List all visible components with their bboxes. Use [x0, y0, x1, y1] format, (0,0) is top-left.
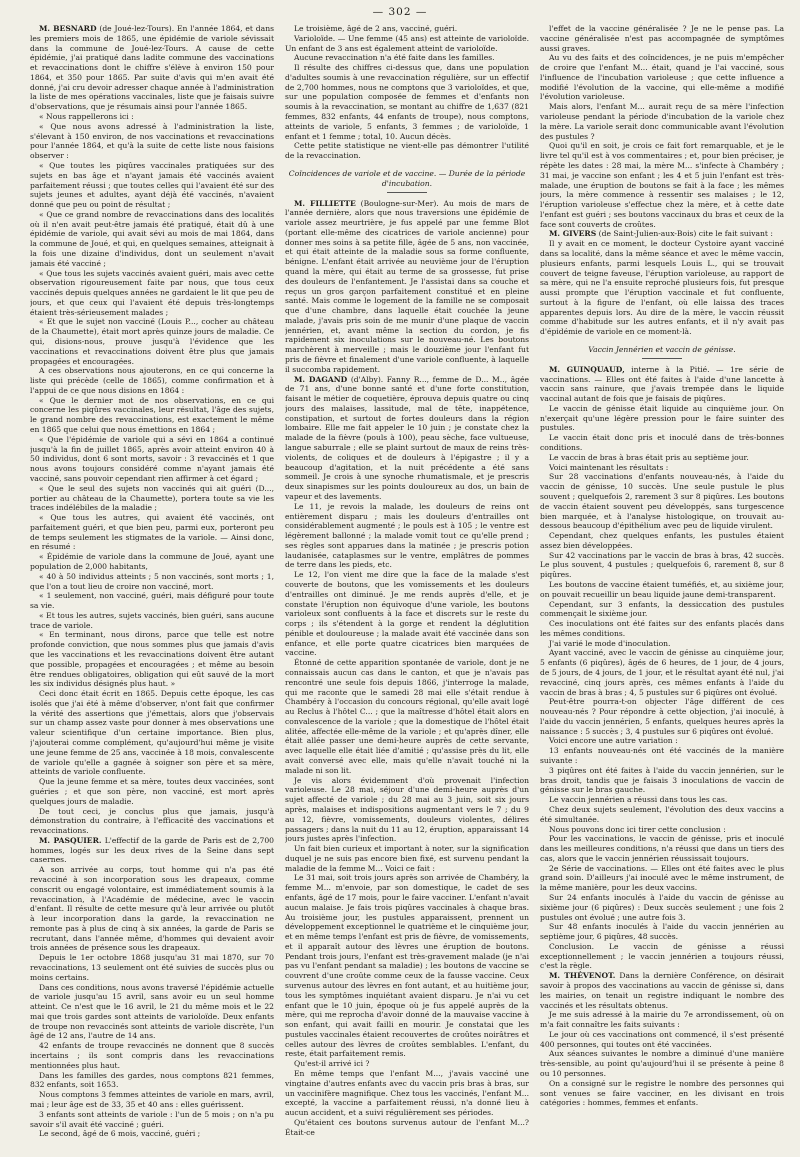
- paragraph-text: « Épidémie de variole dans la commune de Joué, ayant une population de 2,000 habitants,: [30, 552, 274, 571]
- paragraph-text: Le 11, je revois la malade, les douleurs de reins ont entièrement disparu ; mais les douleurs d'entrailles ont considérablement augmenté ; le pouls est à 105 ; le ventre est légèrement ballonné ; la malade vomit tout ce qu'elle prend ; ses règles sont apparues dans la matinée ; je prescris potion laudanisée, cataplasmes sur le ventre, emplâtres de pommes de terre dans les pieds, etc.: [285, 501, 529, 570]
- speaker-name: M. GIVERS: [549, 229, 597, 239]
- paragraph: [540, 141, 784, 229]
- paragraph-text: « Et que le sujet non vacciné (Louis P..., cocher au château de la Chaumette), était mort après quinze jours de maladie. Ce qui, disions-nous, prouve jusqu'à l'évidence que les vaccinations et revaccinations doivent être plus que jamais propagées et encouragées.: [30, 317, 274, 366]
- paragraph: [540, 239, 784, 337]
- paragraph: [285, 1069, 529, 1118]
- paragraph: [285, 63, 529, 141]
- paragraph: [540, 1030, 784, 1050]
- paragraph: [30, 865, 274, 953]
- paragraph: [30, 435, 274, 484]
- text-column-1: [30, 24, 274, 1149]
- paragraph: [285, 1118, 529, 1138]
- paragraph: [285, 1059, 529, 1069]
- paragraph-text: Étonné de cette apparition spontanée de variole, dont je ne connaissais aucun cas dans le canton, et que je n'avais pas rencontré une seule fois depuis 1866, j'interroge la malade, qui me raconte que le samedi 28 mai elle s'était rendue à Chambéry à l'occasion du concours régional, qu'elle avait logé au Reclus à l'hôtel C... ; que la maîtresse d'hôtel était alors en convalescence de la variole ; que la domestique de l'hôtel était alitée, affectée elle-même de la variole ; et qu'après dîner, elle était allée passer une demi-heure auprès de cette servante, avec laquelle elle était liée d'amitié ; qu'assise près du lit, elle avait conversé avec elle, mais qu'elle n'avait touché ni la malade ni son lit.: [285, 658, 529, 775]
- paragraph: [540, 453, 784, 463]
- paragraph-text: Un fait bien curieux et important à noter, sur la signification duquel je ne suis pas encore bien fixé, est survenu pendant la maladie de la femme M... Voici ce fait :: [285, 844, 529, 873]
- paragraph: [30, 807, 274, 836]
- paragraph-text: Dans ces conditions, nous avons traversé l'épidémie actuelle de variole jusqu'au 15 avril, sans avoir eu un seul homme atteint. Ce n'est que le 16 avril, le 21 du même mois et le 22 mai que trois gardes sont atteints de varioloïde. Deux enfants de troupe non revaccinés sont atteints de variole discrète, l'un âgé de 12 ans, l'autre de 14 ans.: [30, 982, 274, 1041]
- paragraph: [540, 531, 784, 551]
- paragraph-text: « Que nous avons adressé à l'administration la liste, s'élevant à 150 environ, de nos vaccinations et revaccinations pour l'année 1864, et qu'à la suite de cette liste nous faisions observer :: [30, 121, 274, 161]
- paragraph: [30, 983, 274, 1042]
- paragraph-text: Quoi qu'il en soit, je crois ce fait fort remarquable, et je le livre tel qu'il est à vos commentaires ; et, pour bien préciser, je répète les dates : 28 mai, la mère M... s'infecte à Chambéry ; 31 mai, je vaccine son enfant ; les 4 et 5 juin l'enfant est très-malade, une éruption de boutons se fait à la face ; les mêmes jours, la mère commence à ressentir ses malaises ; le 12, l'éruption varioleuse s'effectue chez la mère, et à cette date l'enfant est guéri ; ses boutons vaccinaux du bras et ceux de la face sont couverts de croûtes.: [540, 141, 784, 229]
- speaker-name: M. FILLIETTE: [294, 198, 356, 208]
- paragraph: [540, 971, 784, 1010]
- paragraph-text: Il y avait en ce moment, le docteur Cystoire ayant vacciné dans sa localité, dans la même séance et avec le même vaccin, plusieurs enfants, parmi lesquels Louis L., qui se trouvait couvert de teigne faveuse, l'éruption varioleuse, au rapport de sa mère, qui ne l'a ensuite reproché plusieurs fois, fut presque aussi prompte que l'éruption vaccinale et fut confluente, surtout à la figure de l'enfant, où elle laissa des traces apparentes depuis lors. Au dire de la mère, le vaccin réussit comme d'habitude sur les autres enfants, et il n'y avait pas d'épidémie de variole en ce moment-là.: [540, 239, 784, 337]
- paragraph: [285, 844, 529, 873]
- paragraph: [540, 648, 784, 697]
- paragraph-text: 3 enfants sont atteints de variole : l'un de 5 mois ; on n'a pu savoir s'il avait été vacciné ; guéri.: [30, 1109, 274, 1129]
- paragraph-text: Le vaccin était donc pris et inoculé dans de très-bonnes conditions.: [540, 433, 784, 453]
- page-number: — 302 —: [372, 6, 428, 18]
- paragraph-text: Le jour où ces vaccinations ont commencé, il s'est présenté 400 personnes, qui toutes ont été vaccinées.: [540, 1029, 784, 1049]
- paragraph-text: A ces observations nous ajouterons, en ce qui concerne la liste qui précède (celle de 1865), comme confirmation et à l'appui de ce que nous disions en 1864 :: [30, 366, 274, 395]
- paragraph-text: Que la jeune femme et sa mère, toutes deux vaccinées, sont guéries ; et que son père, non vacciné, est mort après quelques jours de maladie.: [30, 777, 274, 806]
- paragraph: [540, 433, 784, 453]
- paragraph: [540, 766, 784, 795]
- paragraph: [540, 404, 784, 433]
- paragraph: [285, 375, 529, 502]
- paragraph-text: Dans les familles des gardes, nous comptons 821 femmes, 832 enfants, soit 1653.: [30, 1070, 274, 1090]
- paragraph-text: Ayant vacciné, avec le vaccin de génisse au cinquième jour, 5 enfants (6 piqûres), âgés de 6 heures, de 1 jour, de 4 jours, de 5 jours, de 4 jours, de 1 jour, et le résultat ayant été nul, j'ai revacciné, cinq jours après, ces mêmes enfants à l'aide du vaccin de bras à bras ; 4, 5 pustules sur 6 piqûres ont évolué.: [540, 648, 784, 697]
- speaker-name: M. THÉVENOT.: [549, 971, 616, 981]
- paragraph: [540, 600, 784, 620]
- paragraph-text: « Que tous les sujets vaccinés avaient guéri, mais avec cette observation rigoureusement faite par nous, que tous ceux vaccinés depuis quelques années ne gardaient le lit que peu de jours, et que ceux qui l'avaient été depuis très-longtemps étaient très-sérieusement malades ;: [30, 268, 274, 317]
- paragraph-text: L'effectif de la garde de Paris est de 2,700 hommes, logés sur les deux rives de la Seine dans sept casernes.: [30, 835, 274, 865]
- paragraph-text: 3 piqûres ont été faites à l'aide du vaccin jennérien, sur le bras droit, tandis que je faisais 3 inoculations de vaccin de génisse sur le bras gauche.: [540, 765, 784, 795]
- paragraph: [540, 1079, 784, 1108]
- paragraph-text: Varioloïde. — Une femme (45 ans) est atteinte de varioloïde. Un enfant de 3 ans est également atteint de varioloïde.: [285, 33, 529, 53]
- paragraph: [540, 102, 784, 141]
- paragraph-text: Nous pouvons donc ici tirer cette conclusion :: [549, 824, 726, 834]
- paragraph-text: « 40 à 50 individus atteints ; 5 non vaccinés, sont morts ; 1, que l'on a tout lieu de croire non vacciné, mort.: [30, 571, 274, 591]
- paragraph: [30, 269, 274, 318]
- paragraph-text: Le second, âgé de 6 mois, vacciné, guéri ;: [39, 1129, 201, 1139]
- section-heading: [285, 169, 529, 193]
- paragraph: [30, 24, 274, 112]
- paragraph-text: 13 enfants nouveau-nés ont été vaccinés de la manière suivante :: [540, 746, 784, 766]
- heading-rule: [387, 192, 427, 193]
- paragraph: [30, 396, 274, 435]
- paragraph-text: Pour les vaccinations, le vaccin de génisse, pris et inoculé dans les meilleures conditions, n'a réussi que dans un tiers des cas, alors que le vaccin jennérien réussissait toujours.: [540, 834, 784, 863]
- paragraph: [540, 795, 784, 805]
- paragraph: [285, 873, 529, 1059]
- paragraph: [30, 1110, 274, 1130]
- paragraph-text: A son arrivée au corps, tout homme qui n'a pas été revacciné à son incorporation sous les drapeaux, comme conscrit ou engagé volontaire, est immédiatement soumis à la revaccination, à l'Académie de médecine, avec le vaccin d'enfant. Il résulte de cette mesure qu'à leur arrivée ou plutôt à leur incorporation dans la garde, la revaccination ne remonte pas à plus de cinq à six années, la garde de Paris se recrutant, dans l'année même, d'hommes qui devaient avoir trois années de présence sous les drapeaux.: [30, 865, 274, 953]
- paragraph-text: Qu'est-il arrivé ici ?: [294, 1059, 370, 1069]
- paragraph-text: Aucune revaccination n'a été faite dans les familles.: [294, 53, 495, 63]
- paragraph-text: Depuis le 1er octobre 1868 jusqu'au 31 mai 1870, sur 70 revaccinations, 13 seulement ont été suivies de succès plus ou moins certains.: [30, 953, 274, 982]
- paragraph: [540, 24, 784, 53]
- paragraph: [30, 777, 274, 806]
- paragraph: [540, 619, 784, 639]
- paragraph-text: Peut-être pourra-t-on objecter l'âge différent de ces nouveau-nés ? Pour répondre à cette objection, j'ai inoculé, à l'aide du vaccin jennérien, 5 enfants, quelques heures après la naissance : 5 succès ; 3, 4 pustules sur 6 piqûres ont évolué.: [540, 697, 784, 736]
- paragraph: [540, 834, 784, 863]
- paragraph: [30, 836, 274, 865]
- text-column-3: [540, 24, 784, 1149]
- paragraph: [540, 736, 784, 746]
- paragraph: [30, 591, 274, 611]
- paragraph: [30, 513, 274, 552]
- paragraph: [285, 570, 529, 658]
- heading-rule: [642, 358, 682, 359]
- paragraph-text: Conclusion. Le vaccin de génisse a réussi exceptionnellement ; le vaccin jennérien a toujours réussi, c'est la règle.: [540, 941, 784, 971]
- paragraph-text: Le 31 mai, soit trois jours après son arrivée de Chambéry, la femme M... m'envoie, par son domestique, le cadet de ses enfants, âgé de 17 mois, pour le faire vacciner. L'enfant n'avait aucun malaise. Je fais trois piqûres vaccinales à chaque bras. Au troisième jour, les pustules apparaissent, prennent un développement exceptionnel le quatrième et le cinquième jour, et en même temps l'enfant est pris de fièvre, de vomissements, et il apparaît autour des lèvres une éruption de boutons. Pendant trois jours, l'enfant est très-gravement malade (je n'ai pas vu l'enfant pendant sa maladie) ; les boutons de vaccine se couvrent d'une croûte comme ceux de la fausse vaccine. Ceux survenus autour des lèvres en font autant, et au huitième jour, tous les symptômes inquiétant avaient disparu. Je n'ai vu cet enfant que le 10 juin, époque où je fus appelé auprès de la mère, qui me reprocha d'avoir donné de la mauvaise vaccine à son enfant, qui avait failli en mourir. Je constatai que les pustules vaccinales étaient recouvertes de croûtes noirâtres et celles autour des lèvres de croûtes semblables. L'enfant, du reste, était parfaitement remis.: [285, 873, 529, 1059]
- paragraph-text: En même temps que l'enfant M..., j'avais vacciné une vingtaine d'autres enfants avec du vaccin pris bras à bras, sur un vaccinifère magnifique. Chez tous les vaccinés, l'enfant M... excepté, la vaccine a parfaitement réussi, n'a donné lieu à aucun accident, et a suivi régulièrement ses périodes.: [285, 1069, 529, 1118]
- section-heading: [540, 345, 784, 359]
- paragraph-text: Sur 24 enfants inoculés à l'aide du vaccin de génisse au sixième jour (6 piqûres) : Deux succès seulement ; une fois 2 pustules ont évolué ; une autre fois 3.: [540, 892, 784, 922]
- paragraph: [540, 825, 784, 835]
- paragraph-text: Sur 42 vaccinations par le vaccin de bras à bras, 42 succès. Le plus souvent, 4 pustules ; quelquefois 6, rarement 8, sur 8 piqûres.: [540, 550, 784, 580]
- paragraph-text: Je vis alors évidemment d'où provenait l'infection varioleuse. Le 28 mai, séjour d'une demi-heure auprès d'un sujet affecté de variole ; du 28 mai au 3 juin, soit six jours après, malaises et indispositions augmentant vers le 7 ; du 9 au 12, fièvre, vomissements, douleurs violentes, délires passagers ; dans la nuit du 11 au 12, éruption, apparaissant 14 jours justes après l'infection.: [285, 775, 529, 844]
- paragraph: [285, 141, 529, 161]
- paragraph-text: On a consigné sur le registre le nombre des personnes qui sont venues se faire vacciner, en les divisant en trois catégories : hommes, femmes et enfants.: [540, 1078, 784, 1108]
- paragraph: [30, 210, 274, 269]
- paragraph: [540, 893, 784, 922]
- paragraph: [30, 630, 274, 689]
- paragraph-text: Au vu des faits et des coïncidences, je ne puis m'empêcher de croire que l'enfant M... était, quand je l'ai vacciné, sous l'influence de l'incubation varioleuse ; que cette influence a modifié l'évolution de la vaccine, qui elle-même a modifié l'évolution varioleuse.: [540, 53, 784, 102]
- paragraph-text: Il résulte des chiffres ci-dessus que, dans une population d'adultes soumis à une revaccination régulière, sur un effectif de 2,700 hommes, nous ne comptons que 3 varioloïdes, et que, sur une population composée de femmes et d'enfants non soumis à la revaccination, se montant au chiffre de 1,637 (821 femmes, 832 enfants, 44 enfants de troupe), nous comptons, atteints de variole, 5 enfants, 3 femmes ; de varioloïde, 1 enfant et 1 femme ; total, 10. Aucun décès.: [285, 63, 529, 141]
- paragraph: [540, 639, 784, 649]
- paragraph-text: « Que tous les autres, qui avaient été vaccinés, ont parfaitement guéri, et que bien peu, parmi eux, porteront peu de temps seulement les stigmates de la variole. — Ainsi donc, en résumé :: [30, 513, 274, 552]
- paragraph-text: Le 12, l'on vient me dire que la face de la malade s'est couverte de boutons, que les vomissements et les douleurs d'entrailles ont diminué. Je me rends auprès d'elle, et je constate l'éruption non équivoque d'une variole, les boutons varioleux sont confluents à la face et discrets sur le reste du corps ; ils s'étendent à la gorge et rendent la déglutition pénible et douloureuse ; la malade avait été vaccinée dans son enfance, et elle porte quatre cicatrices bien marquées de vaccine.: [285, 570, 529, 658]
- paragraph-text: Ces inoculations ont été faites sur des enfants placés dans les mêmes conditions.: [540, 619, 784, 638]
- paragraph: [540, 463, 784, 473]
- paragraph: [285, 53, 529, 63]
- paragraph-text: interne à la Pitié. — 1re série de vaccinations. — Elles ont été faites à l'aide d'une lancette à vaccin sans rainure, que j'avais trempée dans le liquide vaccinal autant de fois que je faisais de piqûres.: [540, 364, 784, 404]
- paragraph: [540, 580, 784, 600]
- paragraph: [30, 1090, 274, 1110]
- paragraph-text: 2e Série de vaccinations. — Elles ont été faites avec le plus grand soin. D'ailleurs j'ai inoculé avec le même instrument, de la même manière, pour les deux vaccins.: [540, 863, 784, 893]
- paragraph: [540, 53, 784, 102]
- paragraph-text: Les boutons de vaccine étaient tuméfiés, et, au sixième jour, on pouvait recueillir un beau liquide jaune demi-transparent.: [540, 579, 784, 599]
- paragraph: [30, 161, 274, 210]
- paragraph-text: « Que le seul des sujets non vaccinés qui ait guéri (D..., portier au château de la Chaumette), portera toute sa vie les traces indélébiles de la maladie ;: [30, 483, 274, 513]
- paragraph: [540, 472, 784, 531]
- paragraph-text: Cette petite statistique ne vient-elle pas démontrer l'utilité de la revaccination.: [285, 141, 529, 161]
- paragraph-text: Le vaccin de génisse était liquide au cinquième jour. On n'exerçait qu'une légère pression pour le faire suinter des pustules.: [540, 403, 784, 433]
- paragraph-text: « En terminant, nous dirons, parce que telle est notre profonde conviction, que nous sommes plus que jamais d'avis que les vaccinations et les revaccinations doivent être autant que possible, propagées et encouragées ; et même au besoin être rendues obligatoires, obligation qui eût sauvé de la mort les six individus désignés plus haut. »: [30, 630, 274, 689]
- paragraph-text: Voici maintenant les résultats :: [549, 462, 669, 472]
- paragraph-text: Ceci donc était écrit en 1865. Depuis cette époque, les cas isolés que j'ai été à même d'observer, n'ont fait que confirmer la vérité des assertions que j'émettais, alors que j'observais sur un champ assez vaste pour donner à mes observations une valeur scientifique d'un certaine importance. Bien plus, j'ajouterai comme complément, qu'aujourd'hui même je visite une jeune femme de 25 ans, vaccinée à 18 mois, convalescente de variole qu'elle a gagnée à soigner son père et sa mère, atteints de variole confluente.: [30, 689, 274, 777]
- paragraph-text: l'effet de la vaccine généralisée ? Je ne le pense pas. La vaccine généralisée n'est pas accompagnée de symptômes aussi graves.: [540, 24, 784, 53]
- paragraph: [30, 122, 274, 161]
- paragraph: [30, 1129, 274, 1139]
- paragraph-text: 42 enfants de troupe revaccinés ne donnent que 8 succès incertains ; ils sont compris dans les revaccinations mentionnées plus haut.: [30, 1041, 274, 1070]
- paragraph: [285, 658, 529, 775]
- paragraph-text: (de Saint-Julien-aux-Bois) cite le fait suivant :: [598, 229, 773, 239]
- paragraph-text: « Nous rappellerons ici :: [39, 112, 134, 122]
- paragraph: [540, 551, 784, 580]
- paragraph: [285, 24, 529, 34]
- section-heading-text: Vaccin Jennérien et vaccin de génisse.: [588, 345, 736, 354]
- section-heading-text: Coïncidences de variole et de vaccine. — Durée de la période d'incubation.: [288, 168, 526, 188]
- paragraph-text: Cependant, sur 3 enfants, la dessiccation des pustules commençait le sixième jour.: [540, 599, 784, 619]
- paragraph-text: Chez deux sujets seulement, l'évolution des deux vaccins a été simultanée.: [540, 804, 784, 824]
- paragraph: [30, 689, 274, 777]
- paragraph-text: Qu'étaient ces boutons survenus autour de l'enfant M...? Était-ce: [285, 1117, 529, 1137]
- paragraph: [30, 484, 274, 513]
- paragraph: [30, 1041, 274, 1070]
- speaker-name: M. PASQUIER.: [39, 835, 102, 845]
- paragraph: [540, 365, 784, 404]
- paragraph: [30, 552, 274, 572]
- text-column-2: [285, 24, 529, 1149]
- paragraph: [30, 317, 274, 366]
- paragraph: [285, 34, 529, 54]
- paragraph: [540, 746, 784, 766]
- paragraph: [30, 112, 274, 122]
- paragraph-text: « Que ce grand nombre de revaccinations dans des localités où il n'en avait peut-être jamais été pratiqué, était dû à une épidémie de variole, qui avait sévi au mois de mai 1864, dans la commune de Joué, et qui, en quelques semaines, atteignait à la fois une dizaine d'individus, dont un seulement n'avait jamais été vacciné ;: [30, 209, 274, 268]
- paragraph: [285, 776, 529, 844]
- paragraph-text: De tout ceci, je conclus plus que jamais, jusqu'à démonstration du contraire, à l'efficacité des vaccinations et revaccinations.: [30, 806, 274, 836]
- paragraph: [285, 502, 529, 570]
- paragraph-text: Dans la dernière Conférence, on désirait savoir à propos des vaccinations au vaccin de génisse si, dans les mairies, on tenait un registre indiquant le nombre des vaccinés et les résultats obtenus.: [540, 971, 784, 1010]
- paragraph-text: « Que toutes les piqûres vaccinales pratiquées sur des sujets en bas âge et n'ayant jamais été vaccinés avaient parfaitement réussi ; que toutes celles qui l'avaient été sur des sujets jeunes et adultes, ayant déjà été vaccinés, n'avaient donné que peu ou point de résultat ;: [30, 160, 274, 210]
- paragraph-text: J'ai varié le mode d'inoculation.: [549, 638, 671, 648]
- paragraph-text: Le vaccin jennérien a réussi dans tous les cas.: [549, 795, 728, 805]
- paragraph-text: « 1 seulement, non vacciné, guéri, mais défiguré pour toute sa vie.: [30, 591, 274, 611]
- paragraph-text: Sur 48 enfants inoculés à l'aide du vaccin jennérien au septième jour, 6 piqûres, 48 succès.: [540, 922, 784, 942]
- paragraph-text: Voici encore une autre variation :: [549, 736, 678, 746]
- paragraph-text: Mais alors, l'enfant M... aurait reçu de sa mère l'infection varioleuse pendant la période d'incubation de la variole chez la mère. La variole serait donc communicable avant l'évolution des pustules ?: [540, 102, 784, 141]
- paragraph-text: « Que l'épidémie de variole qui a sévi en 1864 a continué jusqu'à la fin de juillet 1865, après avoir atteint environ 40 à 50 individus, dont 6 sont morts, savoir : 3 revaccinés et 1 que nous avons toujours considéré comme n'ayant jamais été vacciné, sans pouvoir cependant rien affirmer à cet égard ;: [30, 434, 274, 483]
- paragraph-text: Le vaccin de bras à bras était pris au septième jour.: [549, 452, 749, 462]
- paragraph-text: Cependant, chez quelques enfants, les pustules étaient assez bien développées.: [540, 531, 784, 550]
- paragraph: [540, 942, 784, 971]
- paragraph: [30, 611, 274, 631]
- paragraph: [30, 366, 274, 395]
- paragraph-text: Je me suis adressé à la mairie du 7e arrondissement, où on m'a fait connaître les faits suivants :: [540, 1010, 784, 1030]
- paragraph: [30, 953, 274, 982]
- paragraph: [540, 697, 784, 736]
- paragraph-text: « Et tous les autres, sujets vaccinés, bien guéri, sans aucune trace de variole.: [30, 610, 274, 630]
- paragraph-text: Sur 28 vaccinations d'enfants nouveau-nés, à l'aide du vaccin de génisse, 10 succès. Une seule pustule le plus souvent ; quelquefois 2, rarement 3 sur 8 piqûres. Les boutons de vaccin étaient souvent peu développés, sans turgescence bien marquée, et à l'analyse histologique, on trouvait au-dessous beaucoup d'épithélium avec peu de liquide virulent.: [540, 472, 784, 531]
- paragraph: [540, 229, 784, 239]
- paragraph: [540, 1049, 784, 1078]
- paragraph-text: Le troisième, âgé de 2 ans, vacciné, guéri.: [294, 24, 458, 33]
- speaker-name: M. GUINQUAUD,: [549, 364, 625, 374]
- paragraph: [540, 922, 784, 942]
- paragraph-text: Aux séances suivantes le nombre a diminué d'une manière très-sensible, au point qu'aujourd'hui il se présente à peine 8 ou 10 personnes.: [540, 1049, 784, 1079]
- paragraph-text: Nous comptons 3 femmes atteintes de variole en mars, avril, mai ; leur âge est de 33, 35 et 40 ans : elles guérissent.: [30, 1090, 274, 1109]
- paragraph: [540, 864, 784, 893]
- paragraph-text: (de Joué-lez-Tours). En l'année 1864, et dans les premiers mois de 1865, une épidémie de variole sévissait dans la commune de Joué-lez-Tours. A cause de cette épidémie, j'ai pratiqué dans ladite commune des vaccinations et revaccinations dont le chiffre s'élève à environ 150 pour 1864, et 350 pour 1865. Par suite d'avis qui m'en avait été donné, j'ai cru devoir adresser chaque année à l'administration la liste de mes opérations vaccinales, liste que je faisais suivre d'observations, que je résumais ainsi pour l'année 1865.: [30, 24, 274, 112]
- paragraph: [285, 199, 529, 375]
- paragraph-text: (Boulogne-sur-Mer). Au mois de mars de l'année dernière, alors que nous traversions une épidémie de variole assez meurtrière, je fus appelé par une femme Blot (portant elle-même des cicatrices de variole ancienne) pour donner mes soins à sa petite fille, âgée de 5 ans, non vaccinée, et qui était atteinte de la maladie sous sa forme confluente, bénigne. L'enfant était arrivée au neuvième jour de l'éruption quand la mère, qui était au terme de sa grossesse, fut prise des douleurs de l'enfantement. Je l'assistai dans sa couche et reçus un gros garçon parfaitement constitué et en pleine santé. Mais comme le logement de la famille ne se composait que d'une chambre, dans laquelle était couchée la jeune malade, j'avais pris soin de me munir d'une plaque de vaccin jennérien, et, avant même la section du cordon, je fis rapidement six inoculations sur le nouveau-né. Les boutons marchèrent à merveille ; mais le douzième jour l'enfant fut pris de fièvre et finalement d'une variole confluente, à laquelle il succomba rapidement.: [285, 198, 529, 374]
- paragraph-text: (d'Alby). Fanny R..., femme de D... M.., âgée de 71 ans, d'une bonne santé et d'une forte constitution, faisant le métier de coquetière, éprouva depuis quatre ou cinq jours des malaises, lassitude, mal de tête, inappétence, constipation, et surtout de fortes douleurs dans la région lombaire. Elle me fait appeler le 10 juin ; je constate chez la malade de la fièvre (pouls à 100), peau sèche, face vultueuse, langue saburrale ; elle se plaint surtout de maux de reins très-violents, de coliques et de douleurs à l'épigastre ; il y a beaucoup d'agitation, et la nuit précédente a été sans sommeil. Je crois à une synoche rhumatismale, et je prescris deux sinapismes sur les points douloureux au dos, un bain de vapeur et des lavements.: [285, 374, 529, 501]
- paragraph: [30, 572, 274, 592]
- paragraph: [30, 1071, 274, 1091]
- speaker-name: M. BESNARD: [39, 24, 97, 33]
- paragraph: [540, 1010, 784, 1030]
- paragraph-text: « Que le dernier mot de nos observations, en ce qui concerne les piqûres vaccinales, leur résultat, l'âge des sujets, le grand nombre des revaccinations, est exactement le même en 1865 que celui que nous émettions en 1864 ;: [30, 395, 274, 435]
- paragraph: [540, 805, 784, 825]
- speaker-name: M. DAGAND: [294, 374, 348, 384]
